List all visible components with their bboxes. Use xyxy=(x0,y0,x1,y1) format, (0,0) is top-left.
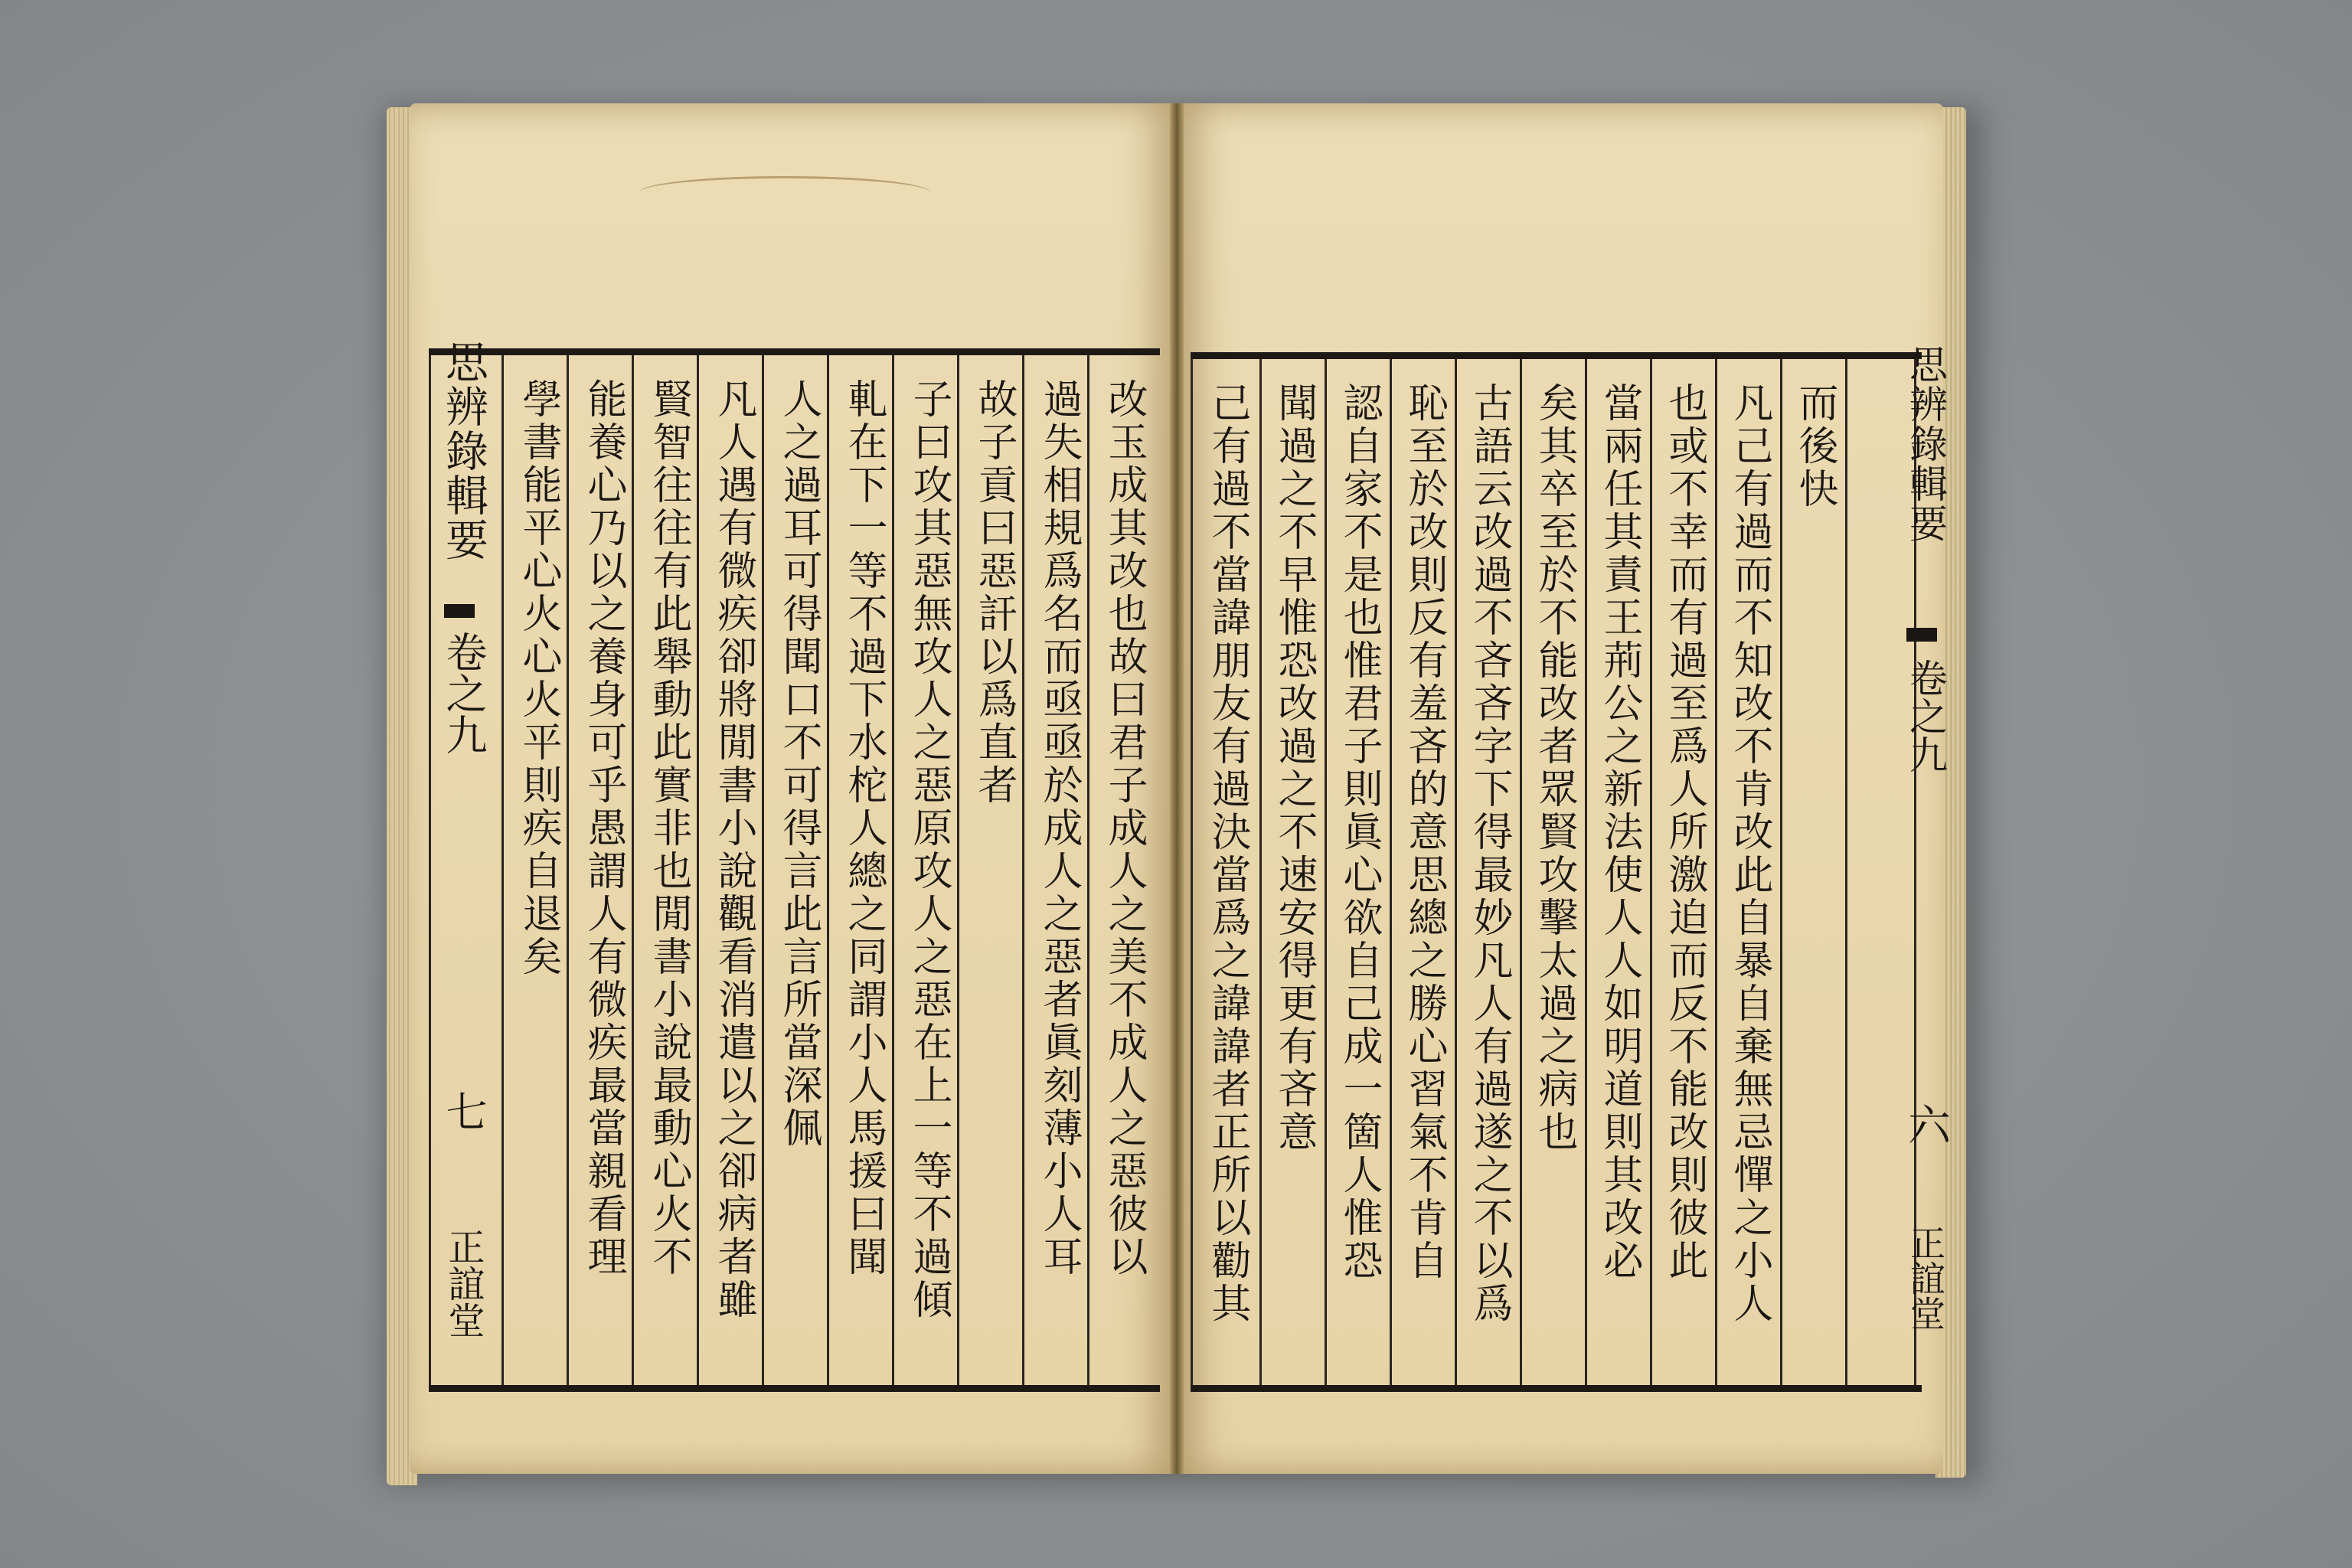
text-column: 而後快 xyxy=(1792,382,1838,511)
text-column: 軋在下一等不過下水柁人總之同謂小人馬援曰聞 xyxy=(841,378,887,1279)
right-margin-page-number: 六 xyxy=(1901,1102,1951,1145)
left-print-frame xyxy=(429,340,1160,1392)
right-margin-publisher: 正誼堂 xyxy=(1905,1225,1946,1331)
column-rule xyxy=(1455,359,1457,1385)
column-rule xyxy=(1191,359,1193,1385)
right-margin-book-title: 思辨錄輯要 xyxy=(1903,345,1948,544)
text-column: 子曰攻其惡無攻人之惡原攻人之惡在上一等不過傾 xyxy=(906,378,952,1321)
margin-publisher: 正誼堂 xyxy=(442,1228,485,1338)
fish-tail-mark xyxy=(1906,628,1937,642)
margin-volume: 卷之九 xyxy=(439,631,488,755)
column-rule xyxy=(1585,359,1587,1385)
text-column: 也或不幸而有過至爲人所激迫而反不能改則彼此 xyxy=(1661,382,1707,1282)
margin-page-number: 七 xyxy=(439,1090,488,1132)
text-column: 學書能平心火心火平則疾自退矣 xyxy=(515,378,561,978)
text-column: 能養心乃以之養身可乎愚謂人有微疾最當親看理 xyxy=(580,378,626,1279)
text-column: 己有過不當諱朋友有過決當爲之諱諱者正所以勸其 xyxy=(1204,382,1250,1325)
text-column: 古語云改過不吝吝字下得最妙凡人有過遂之不以爲 xyxy=(1466,382,1512,1325)
text-column: 賢智往往有此舉動此實非也閒書小說最動心火不 xyxy=(645,378,691,1279)
text-column: 當兩任其責王荊公之新法使人人如明道則其改必 xyxy=(1596,382,1642,1282)
column-rule xyxy=(1390,359,1392,1385)
column-rule xyxy=(1325,359,1327,1385)
column-rule xyxy=(1715,359,1717,1385)
text-column: 凡己有過而不知改不肯改此自暴自棄無忌憚之小人 xyxy=(1726,382,1772,1325)
column-rule xyxy=(1780,359,1782,1385)
worm-damage-mark xyxy=(639,176,930,209)
column-rule xyxy=(1520,359,1522,1385)
right-print-frame xyxy=(1191,352,1922,1392)
text-column: 人之過耳可得聞口不可得言此言所當深佩 xyxy=(776,378,822,1150)
text-column: 矣其卒至於不能改者眾賢攻擊太過之病也 xyxy=(1531,382,1577,1154)
text-column: 凡人遇有微疾卻將閒書小說觀看消遣以之卻病者雖 xyxy=(710,378,756,1321)
book-gutter xyxy=(1170,103,1184,1474)
right-margin-volume: 卷之九 xyxy=(1903,658,1948,773)
text-column: 聞過之不早惟恐改過之不速安得更有吝意 xyxy=(1271,382,1317,1154)
column-rule xyxy=(1259,359,1262,1385)
column-rule xyxy=(1650,359,1652,1385)
column-rule xyxy=(501,355,504,1385)
margin-book-title: 思辨錄輯要 xyxy=(439,340,488,562)
text-column: 過失相規爲名而亟亟於成人之惡者眞刻薄小人耳 xyxy=(1036,378,1082,1279)
column-rule xyxy=(429,355,431,1385)
column-rule xyxy=(1845,359,1847,1385)
text-column: 故子貢曰惡訐以爲直者 xyxy=(971,378,1017,807)
text-column: 恥至於改則反有羞吝的意思總之勝心習氣不肯自 xyxy=(1401,382,1447,1282)
text-column: 改玉成其改也故曰君子成人之美不成人之惡彼以 xyxy=(1101,378,1147,1279)
text-column: 認自家不是也惟君子則眞心欲自己成一箇人惟恐 xyxy=(1336,382,1382,1282)
fish-tail-mark xyxy=(444,604,475,618)
